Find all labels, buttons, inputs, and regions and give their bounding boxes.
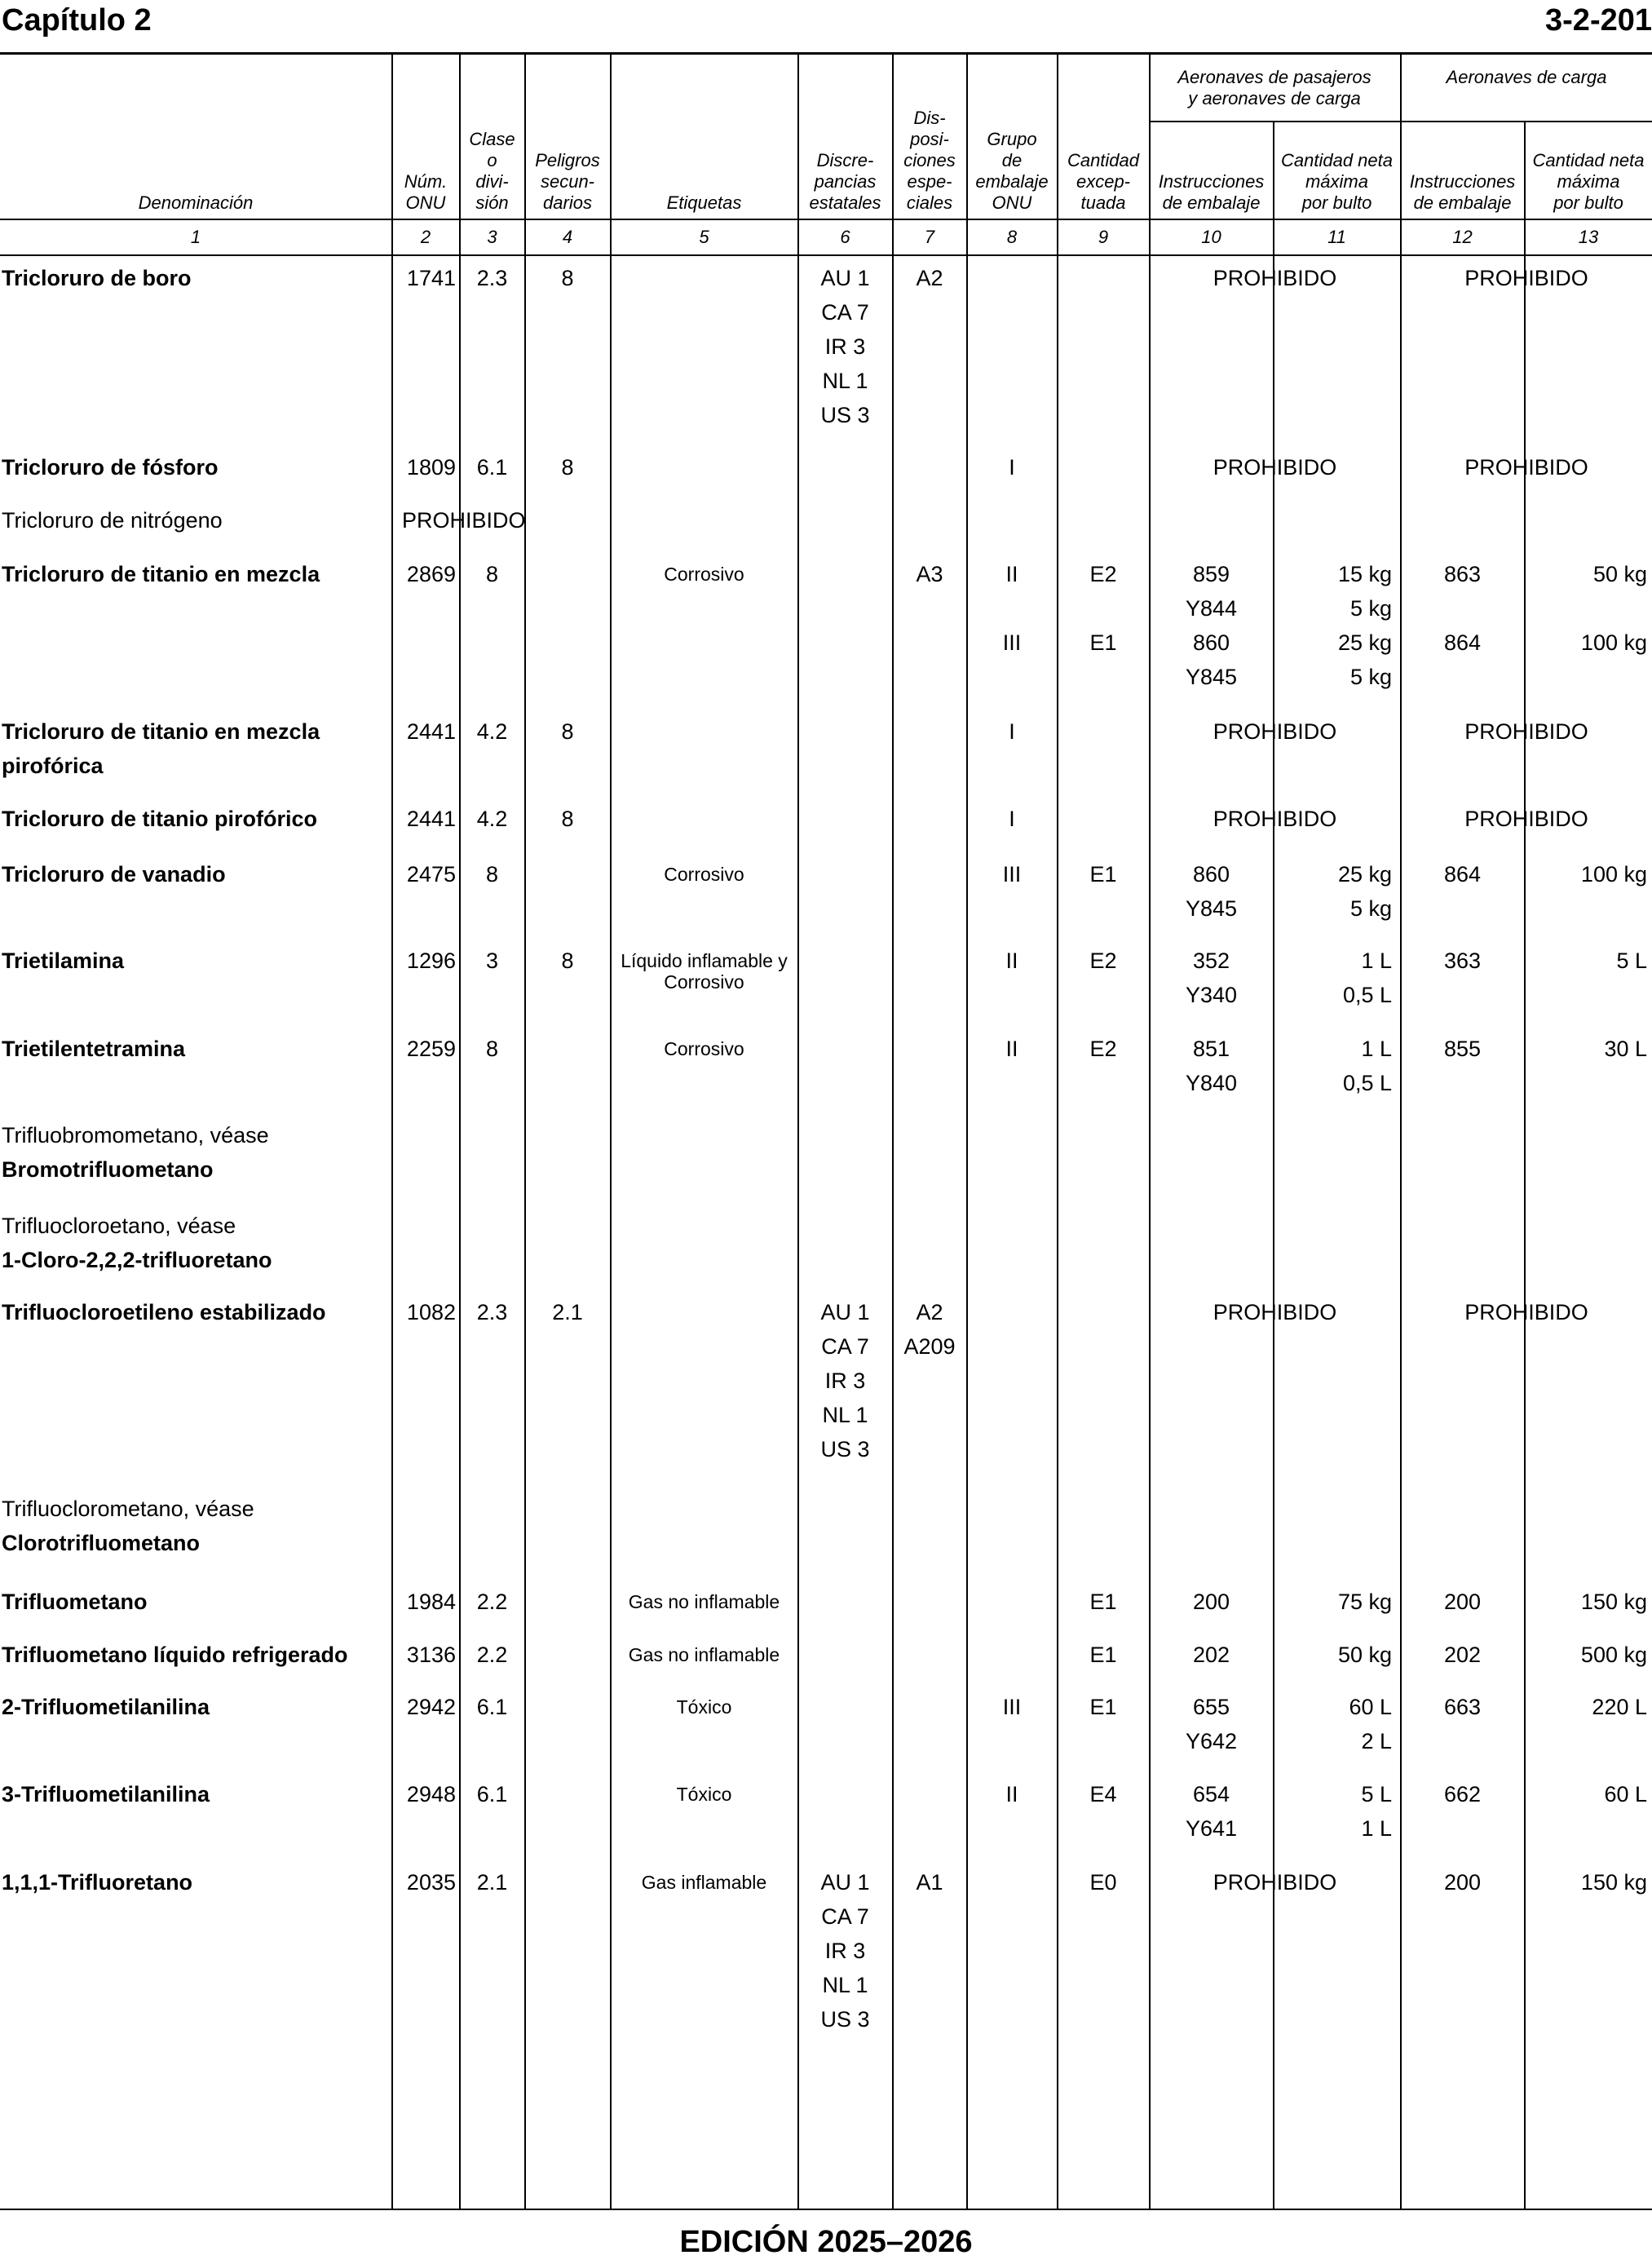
- cell-eq: E1: [1089, 1643, 1117, 1667]
- cell-un: 2259: [406, 1037, 456, 1061]
- cell-pi-pax: 654 Y641: [1185, 1782, 1238, 1841]
- cell-state: AU 1 CA 7 IR 3 NL 1 US 3: [820, 1870, 870, 2032]
- cell-eq: E1: [1089, 862, 1117, 887]
- col-number-11: 11: [1327, 227, 1346, 247]
- cell-class: 2.3: [476, 1300, 508, 1324]
- cell-class: 2.2: [476, 1643, 508, 1667]
- substance-name: Tricloruro de titanio pirofórico: [2, 807, 318, 831]
- cell-pg: I: [1009, 807, 1015, 831]
- see-reference: Clorotrifluometano: [2, 1531, 200, 1555]
- cargo-forbidden-note: PROHIBIDO: [1464, 807, 1588, 831]
- cell-pi-pax: 860 Y845: [1185, 862, 1238, 921]
- col-divider-3: [524, 54, 526, 2209]
- cell-pg: II: [1005, 1782, 1018, 1806]
- cell-labels: Corrosivo: [664, 864, 744, 885]
- col-number-12: 12: [1452, 227, 1473, 247]
- cell-class: 2.2: [476, 1590, 508, 1614]
- page-reference: 3-2-201: [1545, 3, 1652, 38]
- substance-name: 1,1,1-Trifluoretano: [2, 1870, 193, 1895]
- cell-sp: A2: [916, 266, 943, 290]
- col-header-6: Discre- pancias estatales: [809, 150, 881, 213]
- cell-pg: II: [1005, 1037, 1018, 1061]
- cell-pi-cargo: 864: [1443, 862, 1482, 887]
- cell-pi-cargo: 855: [1443, 1037, 1482, 1061]
- forbidden-transport-note: PROHIBIDO: [402, 508, 526, 533]
- cargo-aircraft-header: Aeronaves de carga: [1446, 67, 1607, 87]
- cell-un: 2942: [406, 1695, 456, 1719]
- cell-labels: Líquido inflamable y Corrosivo: [621, 950, 788, 993]
- cell-eq: E1: [1089, 1590, 1117, 1614]
- cell-qty-cargo: 30 L: [1604, 1037, 1647, 1061]
- cell-class: 6.1: [476, 1695, 508, 1719]
- top-rule: [0, 52, 1652, 55]
- cell-sec: 8: [561, 719, 574, 744]
- cell-sec: 8: [561, 455, 574, 480]
- substance-name: Tricloruro de fósforo: [2, 455, 219, 480]
- cell-eq: E4: [1089, 1782, 1117, 1806]
- cell-labels: Tóxico: [676, 1784, 732, 1805]
- cell-pi-cargo: 363: [1443, 948, 1482, 973]
- cell-labels: Gas no inflamable: [628, 1644, 780, 1665]
- cell-qty-pax: 15 kg 5 kg 25 kg 5 kg: [1337, 562, 1392, 689]
- cell-qty-pax: 60 L 2 L: [1349, 1695, 1392, 1753]
- cell-qty-pax: 1 L 0,5 L: [1342, 1037, 1392, 1095]
- col-header-10: Instrucciones de embalaje: [1158, 171, 1265, 213]
- see-reference: 1-Cloro-2,2,2-trifluoretano: [2, 1248, 272, 1272]
- cell-un: 2948: [406, 1782, 456, 1806]
- col-header-7: Dis- posi- ciones espe- ciales: [903, 108, 956, 213]
- cell-qty-pax: 75 kg: [1337, 1590, 1392, 1614]
- cell-pi-cargo: 202: [1443, 1643, 1482, 1667]
- cell-pi-cargo: 863 864: [1443, 562, 1482, 655]
- cell-pi-pax: 859 Y844 860 Y845: [1185, 562, 1238, 689]
- cell-pg: II: [1005, 948, 1018, 973]
- cargo-forbidden-note: PROHIBIDO: [1464, 1300, 1588, 1324]
- cell-labels: Corrosivo: [664, 1038, 744, 1059]
- substance-name: Trietilentetramina: [2, 1037, 186, 1061]
- col-number-2: 2: [420, 227, 431, 247]
- cell-sec: 8: [561, 807, 574, 831]
- cell-eq: E0: [1089, 1870, 1117, 1895]
- col-header-8: Grupo de embalaje ONU: [975, 129, 1049, 213]
- cargo-forbidden-note: PROHIBIDO: [1464, 719, 1588, 744]
- substance-name: Trifluobromometano, véase: [2, 1123, 269, 1147]
- cell-class: 4.2: [476, 719, 508, 744]
- col-header-13: Cantidad neta máxima por bulto: [1532, 150, 1645, 213]
- col-number-6: 6: [840, 227, 850, 247]
- cell-qty-cargo: 5 L: [1616, 948, 1647, 973]
- col-number-4: 4: [562, 227, 573, 247]
- cell-eq: E2 E1: [1089, 562, 1117, 655]
- substance-name: Trifluoclorometano, véase: [2, 1497, 254, 1521]
- cell-sec: 8: [561, 266, 574, 290]
- substance-name: Trifluocloroetano, véase: [2, 1214, 236, 1238]
- cell-pi-cargo: 662: [1443, 1782, 1482, 1806]
- cell-sp: A1: [916, 1870, 943, 1895]
- col-number-8: 8: [1006, 227, 1018, 247]
- chapter-title: Capítulo 2: [2, 3, 152, 38]
- cell-pi-pax: 655 Y642: [1185, 1695, 1238, 1753]
- cell-class: 8: [485, 562, 499, 586]
- cell-sp: A2 A209: [903, 1300, 956, 1359]
- col-header-5: Etiquetas: [666, 192, 742, 213]
- see-reference: Bromotrifluometano: [2, 1157, 214, 1182]
- col-number-7: 7: [924, 227, 935, 247]
- cell-qty-pax: 1 L 0,5 L: [1342, 948, 1392, 1007]
- cell-pi-cargo: 200: [1443, 1870, 1482, 1895]
- substance-name: Tricloruro de vanadio: [2, 862, 226, 887]
- passenger-forbidden-note: PROHIBIDO: [1212, 266, 1337, 290]
- cell-labels: Gas no inflamable: [628, 1591, 780, 1612]
- cell-class: 8: [485, 862, 499, 887]
- cell-un: 2475: [406, 862, 456, 887]
- cell-un: 1809: [406, 455, 456, 480]
- col-header-2: Núm. ONU: [404, 171, 448, 213]
- cell-class: 6.1: [476, 455, 508, 480]
- cell-un: 3136: [406, 1643, 456, 1667]
- cell-qty-pax: 5 L 1 L: [1361, 1782, 1392, 1841]
- table-bottom-rule: [0, 2209, 1652, 2210]
- cell-pg: III: [1002, 862, 1022, 887]
- cell-qty-cargo: 50 kg 100 kg: [1580, 562, 1647, 655]
- cell-qty-cargo: 150 kg: [1580, 1870, 1647, 1895]
- cell-un: 1984: [406, 1590, 456, 1614]
- cell-qty-cargo: 150 kg: [1580, 1590, 1647, 1614]
- cell-pi-pax: 202: [1192, 1643, 1230, 1667]
- cell-class: 2.3: [476, 266, 508, 290]
- edition-footer: EDICIÓN 2025–2026: [679, 2225, 973, 2259]
- cell-qty-cargo: 60 L: [1604, 1782, 1647, 1806]
- cell-class: 4.2: [476, 807, 508, 831]
- cell-pg: I: [1009, 719, 1015, 744]
- cell-pg: III: [1002, 1695, 1022, 1719]
- cell-pi-cargo: 200: [1443, 1590, 1482, 1614]
- passenger-forbidden-note: PROHIBIDO: [1212, 719, 1337, 744]
- cell-un: 2035: [406, 1870, 456, 1895]
- col-number-1: 1: [190, 227, 201, 247]
- cell-eq: E2: [1089, 1037, 1117, 1061]
- cell-class: 6.1: [476, 1782, 508, 1806]
- passenger-aircraft-header: Aeronaves de pasajeros y aeronaves de carga: [1177, 67, 1372, 108]
- col-number-3: 3: [487, 227, 497, 247]
- cell-un: 1296: [406, 948, 456, 973]
- cell-qty-cargo: 220 L: [1592, 1695, 1647, 1719]
- substance-name: Tricloruro de titanio en mezcla pirofórica: [2, 719, 320, 778]
- cargo-forbidden-note: PROHIBIDO: [1464, 266, 1588, 290]
- cell-labels: Gas inflamable: [641, 1872, 767, 1893]
- cell-pi-cargo: 663: [1443, 1695, 1482, 1719]
- passenger-forbidden-note: PROHIBIDO: [1212, 455, 1337, 480]
- cell-pi-pax: 200: [1192, 1590, 1230, 1614]
- cell-qty-cargo: 500 kg: [1580, 1643, 1647, 1667]
- substance-name: Trifluometano líquido refrigerado: [2, 1643, 348, 1667]
- cell-eq: E1: [1089, 1695, 1117, 1719]
- col-header-4: Peligros secun- darios: [535, 150, 600, 213]
- cell-state: AU 1 CA 7 IR 3 NL 1 US 3: [820, 1300, 870, 1461]
- col-number-13: 13: [1578, 227, 1599, 247]
- cell-labels: Tóxico: [676, 1696, 732, 1718]
- cell-un: 2441: [406, 807, 456, 831]
- cell-qty-cargo: 100 kg: [1580, 862, 1647, 887]
- cell-class: 2.1: [476, 1870, 508, 1895]
- cell-sec: 2.1: [552, 1300, 583, 1324]
- cargo-forbidden-note: PROHIBIDO: [1464, 455, 1588, 480]
- cell-qty-pax: 25 kg 5 kg: [1337, 862, 1392, 921]
- substance-name: Tricloruro de boro: [2, 266, 192, 290]
- substance-name: 2-Trifluometilanilina: [2, 1695, 210, 1719]
- col-header-9: Cantidad excep- tuada: [1067, 150, 1140, 213]
- cell-qty-pax: 50 kg: [1337, 1643, 1392, 1667]
- cell-eq: E2: [1089, 948, 1117, 973]
- column-number-rule: [0, 254, 1652, 256]
- cell-un: 1082: [406, 1300, 456, 1324]
- col-number-10: 10: [1201, 227, 1221, 247]
- cell-un: 2441: [406, 719, 456, 744]
- substance-name: Trietilamina: [2, 948, 125, 973]
- cell-un: 1741: [406, 266, 456, 290]
- passenger-forbidden-note: PROHIBIDO: [1212, 807, 1337, 831]
- col-header-3: Clase o divi- sión: [469, 129, 515, 213]
- passenger-forbidden-note: PROHIBIDO: [1212, 1300, 1337, 1324]
- substance-name: Trifluometano: [2, 1590, 148, 1614]
- cell-pi-pax: 352 Y340: [1185, 948, 1238, 1007]
- substance-name: Trifluocloroetileno estabilizado: [2, 1300, 326, 1324]
- cell-labels: Corrosivo: [664, 564, 744, 585]
- substance-name: 3-Trifluometilanilina: [2, 1782, 210, 1806]
- header-bottom-rule: [0, 219, 1652, 220]
- cell-class: 8: [485, 1037, 499, 1061]
- col-number-5: 5: [699, 227, 709, 247]
- col-header-1: Denominación: [138, 192, 254, 213]
- cell-un: 2869: [406, 562, 456, 586]
- substance-name: Tricloruro de titanio en mezcla: [2, 562, 320, 586]
- col-number-9: 9: [1098, 227, 1109, 247]
- cell-pg: II III: [1002, 562, 1022, 655]
- cell-sp: A3: [916, 562, 943, 586]
- cell-pg: I: [1009, 455, 1015, 480]
- col-divider-7: [966, 54, 968, 2209]
- cell-pi-pax: 851 Y840: [1185, 1037, 1238, 1095]
- col-header-12: Instrucciones de embalaje: [1409, 171, 1516, 213]
- substance-name: Tricloruro de nitrógeno: [2, 508, 223, 533]
- col-header-11: Cantidad neta máxima por bulto: [1281, 150, 1393, 213]
- cell-sec: 8: [561, 948, 574, 973]
- passenger-forbidden-note: PROHIBIDO: [1212, 1870, 1337, 1895]
- cell-class: 3: [485, 948, 499, 973]
- cell-state: AU 1 CA 7 IR 3 NL 1 US 3: [820, 266, 870, 427]
